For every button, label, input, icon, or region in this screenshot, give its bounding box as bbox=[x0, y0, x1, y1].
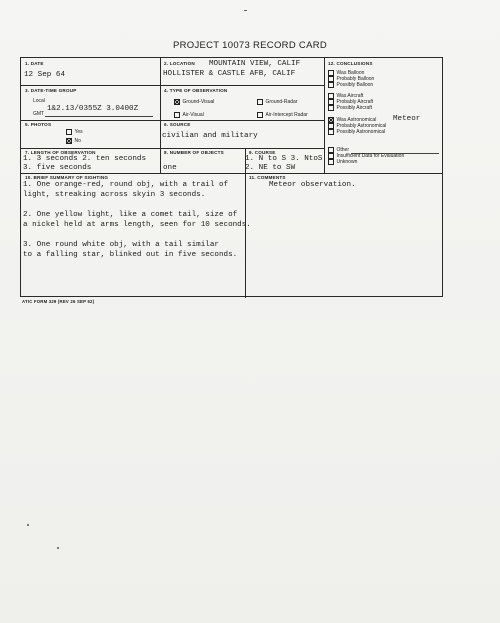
scan-speck bbox=[57, 547, 59, 549]
checkbox-icon bbox=[328, 76, 334, 82]
concl-was-balloon: Was Balloon bbox=[328, 70, 364, 76]
obs-ground-visual: Ground-Visual bbox=[174, 99, 214, 105]
length-line2: 3. five seconds bbox=[23, 164, 92, 172]
dtg-gmt-label: GMT bbox=[33, 111, 45, 117]
checkbox-icon bbox=[328, 129, 334, 135]
date-value: 12 Sep 64 bbox=[24, 71, 66, 79]
summary-line: light, streaking across skyin 3 seconds. bbox=[23, 191, 206, 199]
form-number: ATIC FORM 329 (REV 26 SEP 52) bbox=[22, 299, 95, 304]
divider bbox=[21, 173, 442, 174]
photos-yes: Yes bbox=[66, 129, 83, 135]
concl-probably-balloon: Probably Balloon bbox=[328, 76, 374, 82]
dtg-local-label: Local bbox=[33, 98, 45, 104]
summary-line: 1. One orange-red, round obj, with a trail of bbox=[23, 181, 229, 189]
divider bbox=[160, 148, 161, 173]
checkbox-icon bbox=[328, 159, 334, 165]
location-line2: HOLLISTER & CASTLE AFB, CALIF bbox=[163, 70, 296, 78]
obs-type-label: 4. TYPE OF OBSERVATION bbox=[164, 88, 228, 93]
comments-value: Meteor observation. bbox=[269, 181, 356, 189]
checked-box-icon bbox=[174, 99, 180, 105]
checkbox-icon bbox=[257, 112, 263, 118]
dtg-value: 1&2.13/0355Z 3.0400Z bbox=[47, 105, 139, 113]
divider bbox=[324, 58, 325, 173]
location-line1: MOUNTAIN VIEW, CALIF bbox=[209, 60, 301, 68]
concl-insufficient: Insufficient Data for Evaluation bbox=[328, 153, 404, 159]
divider bbox=[21, 148, 324, 149]
checkbox-icon bbox=[328, 105, 334, 111]
source-label: 6. SOURCE bbox=[164, 122, 191, 127]
checkbox-icon bbox=[328, 82, 334, 88]
date-label: 1. DATE bbox=[25, 61, 44, 66]
photos-label: 5. PHOTOS bbox=[25, 122, 52, 127]
objects-label: 8. NUMBER OF OBJECTS bbox=[164, 150, 224, 155]
course-label: 9. COURSE bbox=[249, 150, 276, 155]
concl-probably-astronomical: Probably Astronomical bbox=[328, 123, 386, 129]
scan-speck bbox=[244, 10, 247, 11]
concl-possibly-aircraft: Possibly Aircraft bbox=[328, 105, 372, 111]
checkbox-icon bbox=[257, 99, 263, 105]
divider bbox=[21, 120, 324, 121]
summary-line: 2. One yellow light, like a comet tail, size of bbox=[23, 211, 238, 219]
concl-meteor: Meteor bbox=[393, 115, 421, 123]
concl-unknown: Unknown bbox=[328, 159, 357, 165]
location-label: 2. LOCATION bbox=[164, 61, 195, 66]
photos-no: No bbox=[66, 138, 81, 144]
concl-was-aircraft: Was Aircraft bbox=[328, 93, 363, 99]
summary-line: 3. One round white obj, with a tail similar bbox=[23, 241, 219, 249]
source-value: civilian and military bbox=[162, 132, 258, 140]
checkbox-icon bbox=[328, 147, 334, 153]
length-line1: 1. 3 seconds 2. ten seconds bbox=[23, 155, 147, 163]
comments-label: 11. COMMENTS bbox=[249, 175, 286, 180]
checkbox-icon bbox=[328, 70, 334, 76]
obs-ground-radar: Ground-Radar bbox=[257, 99, 297, 105]
checkbox-icon bbox=[66, 129, 72, 135]
checkbox-icon bbox=[328, 93, 334, 99]
summary-label: 10. BRIEF SUMMARY OF SIGHTING bbox=[25, 175, 109, 180]
divider bbox=[160, 58, 161, 148]
form-title: PROJECT 10073 RECORD CARD bbox=[172, 40, 328, 51]
summary-line: a nickel held at arms length, seen for 10 seconds. bbox=[23, 221, 251, 229]
dtg-underline bbox=[45, 116, 153, 117]
concl-possibly-astronomical: Possibly Astronomical bbox=[328, 129, 385, 135]
obs-air-intercept: Air-Intercept Radar bbox=[257, 112, 308, 118]
length-label: 7. LENGTH OF OBSERVATION bbox=[25, 150, 96, 155]
obs-air-visual: Air-Visual bbox=[174, 112, 204, 118]
concl-was-astronomical: Was Astronomical bbox=[328, 117, 376, 123]
checked-box-icon bbox=[328, 117, 334, 123]
summary-line: to a falling star, blinked out in five seconds. bbox=[23, 251, 238, 259]
course-line2: 2. NE to SW bbox=[245, 164, 296, 172]
dtg-label: 3. DATE-TIME GROUP bbox=[25, 88, 77, 93]
checked-box-icon bbox=[66, 138, 72, 144]
course-line1: 1. N to S 3. NtoS bbox=[245, 155, 323, 163]
checkbox-icon bbox=[174, 112, 180, 118]
objects-value: one bbox=[163, 164, 177, 172]
checkbox-icon bbox=[328, 99, 334, 105]
scan-speck bbox=[27, 524, 29, 526]
concl-possibly-balloon: Possibly Balloon bbox=[328, 82, 373, 88]
concl-probably-aircraft: Probably Aircraft bbox=[328, 99, 373, 105]
conclusions-label: 12. CONCLUSIONS bbox=[328, 61, 373, 66]
record-card bbox=[20, 57, 443, 297]
divider bbox=[21, 85, 324, 86]
checkbox-icon bbox=[328, 123, 334, 129]
concl-other: Other bbox=[328, 147, 349, 153]
checkbox-icon bbox=[328, 153, 334, 159]
